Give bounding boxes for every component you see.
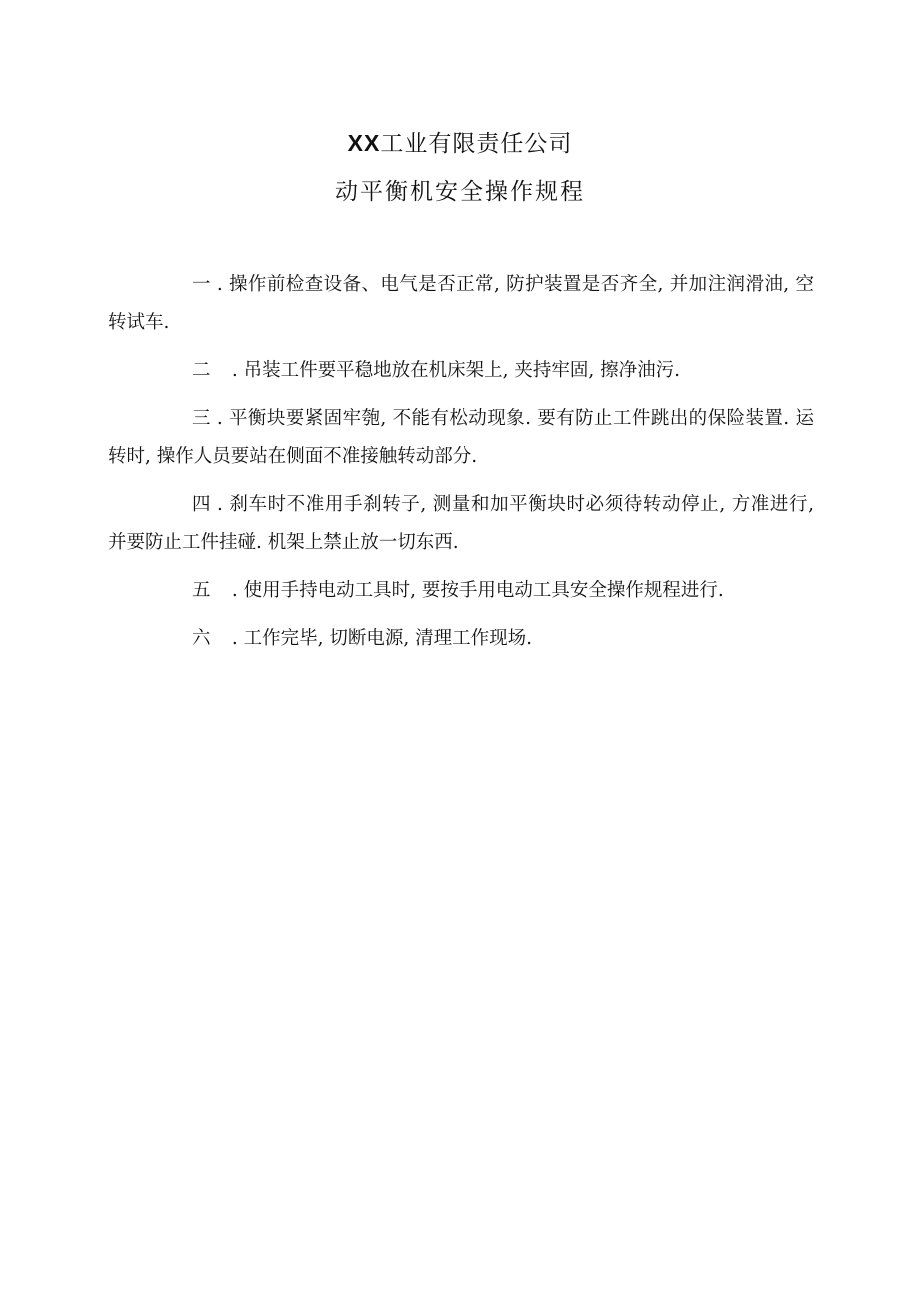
rule-text: . 操作前检查设备、电气是否正常, 防护装置是否齐全, 并加注润滑油, 空转试车. bbox=[108, 274, 814, 333]
rule-item-5 bbox=[108, 572, 814, 610]
rule-item-1 bbox=[108, 266, 814, 342]
rule-number: 二 bbox=[192, 360, 211, 381]
rule-number: 五 bbox=[192, 580, 211, 601]
rule-text: . 使用手持电动工具时, 要按手用电动工具安全操作规程进行. bbox=[226, 580, 724, 601]
rule-item-4 bbox=[108, 486, 814, 562]
company-name bbox=[0, 127, 920, 160]
rule-number: 六 bbox=[192, 628, 211, 649]
rule-text: . 刹车时不准用手刹转子, 测量和加平衡块时必须待转动停止, 方准进行, 并要防止工件挂碰. 机架上禁止放一切东西. bbox=[108, 494, 814, 553]
company-suffix: 工业有限责任公司 bbox=[380, 131, 573, 157]
rule-text: . 工作完毕, 切断电源, 清理工作现场. bbox=[226, 628, 533, 649]
document-title: 动平衡机安全操作规程 bbox=[335, 179, 585, 205]
rule-number: 四 bbox=[192, 494, 211, 515]
rule-number: 三 bbox=[192, 408, 211, 429]
rule-item-2 bbox=[108, 352, 814, 390]
rule-text: . 吊装工件要平稳地放在机床架上, 夹持牢固, 擦净油污. bbox=[226, 360, 681, 381]
rule-item-3 bbox=[108, 400, 814, 476]
rule-number: 一 bbox=[192, 274, 211, 295]
document-body bbox=[108, 266, 814, 668]
rule-item-6 bbox=[108, 620, 814, 658]
company-prefix: XX bbox=[347, 130, 381, 156]
rule-text: . 平衡块要紧固牢匏, 不能有松动现象. 要有防止工件跳出的保险装置. 运转时, 操作人员要站在侧面不准接触转动部分. bbox=[108, 408, 814, 467]
